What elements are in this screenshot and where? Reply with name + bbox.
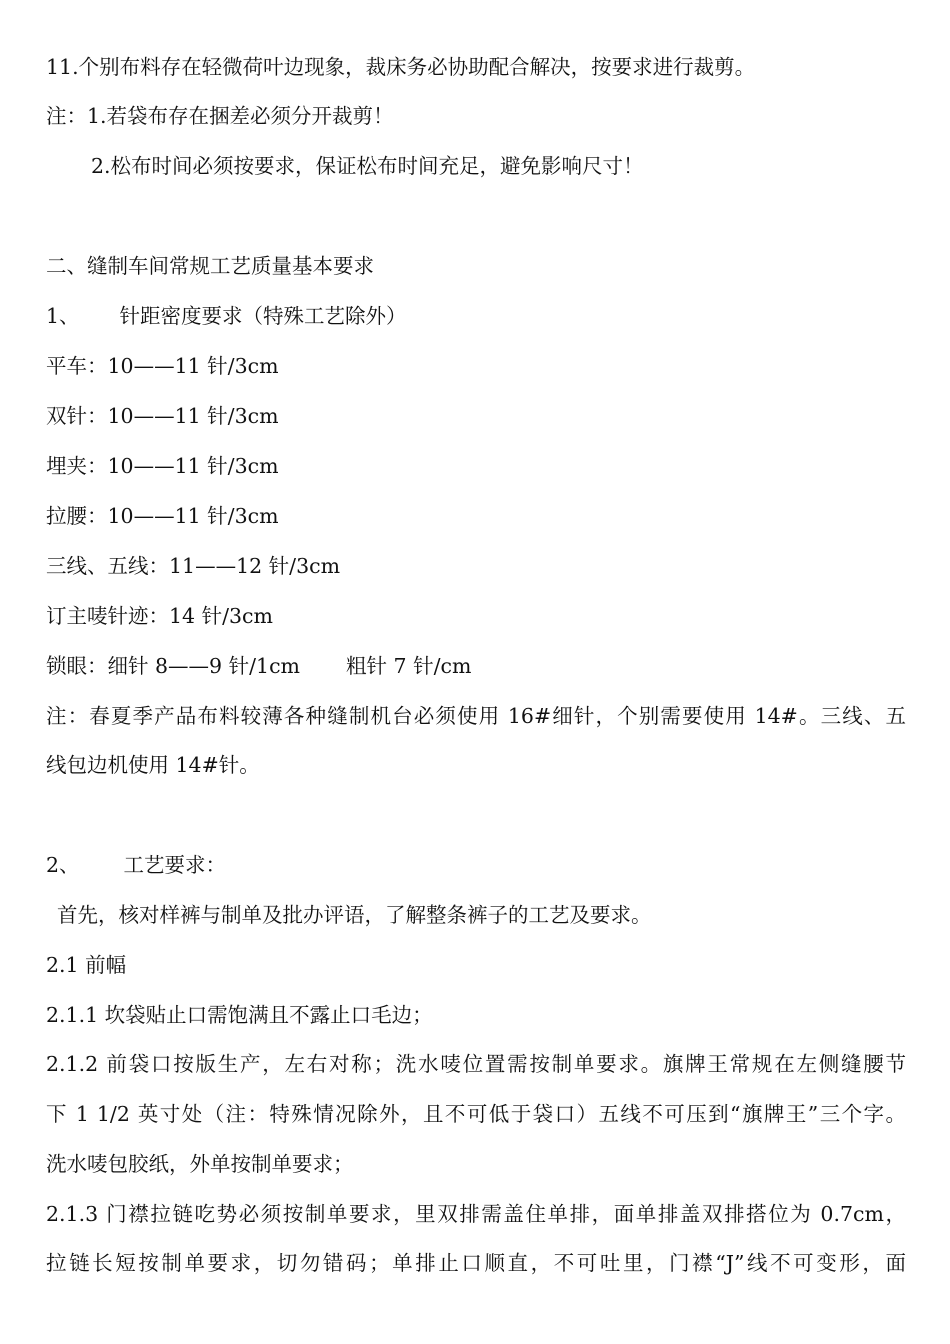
buttonhole-coarse: 粗针 7 针/cm (346, 654, 472, 678)
stitch-spec-double: 双针：10——11 针/3cm (46, 404, 279, 428)
subsection-number: 2、 (46, 853, 80, 877)
paragraph-line-2-1-2: 2.1.2 前袋口按版生产，左右对称；洗水唛位置需按制单要求。旗牌王常规在左侧缝腰节 (46, 1052, 906, 1076)
paragraph-line-needle-note-cont: 线包边机使用 14#针。 (46, 753, 260, 777)
paragraph-line-needle-note: 注：春夏季产品布料较薄各种缝制机台必须使用 16#细针，个别需要使用 14#。三线、五 (46, 704, 906, 728)
subsection-heading-front: 2.1 前幅 (46, 953, 127, 977)
stitch-spec-waist: 拉腰：10——11 针/3cm (46, 504, 279, 528)
paragraph-line-2-1-3-cont: 拉链长短按制单要求，切勿错码；单排止口顺直，不可吐里，门襟“J”线不可变形，面 (46, 1251, 906, 1275)
subsection-heading-process (46, 851, 226, 879)
paragraph-line-note-2: 2.松布时间必须按要求，保证松布时间充足，避免影响尺寸！ (91, 154, 644, 178)
stitch-spec-overlock: 三线、五线：11——12 针/3cm (46, 554, 341, 578)
buttonhole-fine: 锁眼：细针 8——9 针/1cm (46, 654, 300, 678)
stitch-spec-buttonhole (46, 652, 471, 680)
paragraph-line-note-1: 注：1.若袋布存在捆差必须分开裁剪！ (46, 104, 394, 128)
stitch-spec-feed: 埋夹：10——11 针/3cm (46, 454, 279, 478)
paragraph-line-2-1-2-cont: 下 1 1/2 英寸处（注：特殊情况除外，且不可低于袋口）五线不可压到“旗牌王”三个字。 (46, 1102, 906, 1126)
stitch-spec-label: 订主唛针迹：14 针/3cm (46, 604, 273, 628)
paragraph-line-cutting-note: 11.个别布料存在轻微荷叶边现象，裁床务必协助配合解决，按要求进行裁剪。 (46, 55, 756, 79)
paragraph-line-intro: 首先，核对样裤与制单及批办评语，了解整条裤子的工艺及要求。 (57, 903, 652, 927)
subsection-title: 工艺要求： (123, 853, 227, 877)
subsection-title: 针距密度要求（特殊工艺除外） (119, 304, 407, 328)
subsection-number: 1、 (46, 304, 80, 328)
paragraph-line-2-1-1: 2.1.1 坎袋贴止口需饱满且不露止口毛边； (46, 1003, 433, 1027)
paragraph-line-2-1-2-end: 洗水唛包胶纸，外单按制单要求； (46, 1152, 354, 1176)
section-heading-sewing: 二、缝制车间常规工艺质量基本要求 (46, 254, 374, 278)
paragraph-line-2-1-3: 2.1.3 门襟拉链吃势必须按制单要求，里双排需盖住单排，面单排盖双排搭位为 0.7cm， (46, 1202, 906, 1226)
stitch-spec-flat: 平车：10——11 针/3cm (46, 354, 279, 378)
subsection-heading-stitch-density (46, 302, 407, 330)
